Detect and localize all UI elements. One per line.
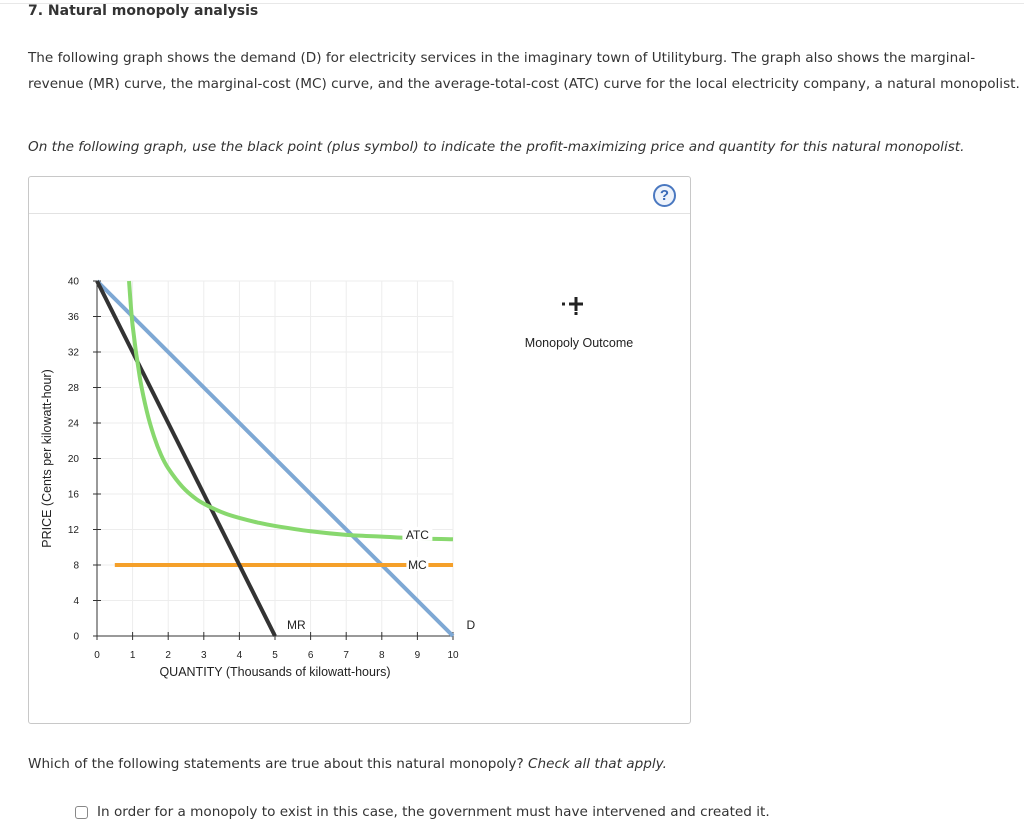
series-atc-line [129,281,453,539]
x-tick-label: 0 [94,650,100,661]
y-tick-label: 20 [67,454,79,465]
labels [287,527,475,632]
x-tick-label: 4 [236,650,243,661]
x-tick-label: 1 [129,650,136,661]
question-main-text: Which of the following statements are true about this natural monopoly? [28,756,529,772]
y-tick-label: 28 [67,383,79,394]
x-tick-label: 5 [272,650,278,661]
help-icon[interactable]: ? [653,184,676,207]
plus-horizontal-bar [569,303,583,306]
intro-paragraph: The following graph shows the demand (D) for electricity services in the imaginary town of Utilityburg. The graph also shows the marginal-revenue (MR) curve, the marginal-cost (MC) curve, and the average-total-cost (ATC) curve for the local electricity company, a natural monopolist. [28,50,1020,92]
y-tick-label: 32 [67,347,79,359]
x-tick-label: 9 [414,650,421,661]
y-tick-label: 40 [67,276,79,288]
series-d-label: D [466,618,476,632]
graph-panel [28,176,691,724]
answer-option-1[interactable] [75,804,770,820]
question-emphasis-text: Check all that apply. [528,756,667,772]
x-tick-label: 2 [165,650,171,661]
x-tick-label: 10 [447,650,459,661]
y-tick-label: 12 [67,525,79,536]
x-axis-title: QUANTITY (Thousands of kilowatt-hours) [159,665,391,679]
series-mr-label: MR [287,618,306,632]
y-tick-label: 36 [67,312,79,323]
palette [525,297,633,350]
black-plus-point-icon[interactable] [562,297,583,315]
series-atc-label: ATC [405,527,429,542]
y-tick-label: 16 [67,489,79,501]
y-axis-title: PRICE (Cents per kilowatt-hour) [40,369,54,548]
question-title: 7. Natural monopoly analysis [28,3,259,19]
plus-handle-dot-bottom [575,312,578,315]
follow-up-question [28,756,667,772]
y-tick-label: 24 [67,418,79,430]
monopoly-chart [29,177,690,723]
answer-option-text: In order for a monopoly to exist in this case, the government must have intervened and created it. [97,804,770,820]
answer-option-checkbox[interactable] [75,806,88,819]
x-tick-label: 7 [343,650,349,661]
x-tick-label: 6 [307,650,314,661]
y-tick-label: 0 [73,631,79,643]
series-mc-label: MC [408,558,427,572]
plus-handle-dot-left [562,303,565,306]
instruction-text: On the following graph, use the black point (plus symbol) to indicate the profit-maximizing price and quantity for this natural monopolist. [28,139,965,155]
x-tick-label: 8 [379,650,385,661]
y-tick-label: 4 [73,596,79,607]
axes [40,277,459,680]
x-tick-label: 3 [201,650,207,661]
y-tick-label: 8 [73,560,79,572]
palette-label: Monopoly Outcome [524,336,634,350]
